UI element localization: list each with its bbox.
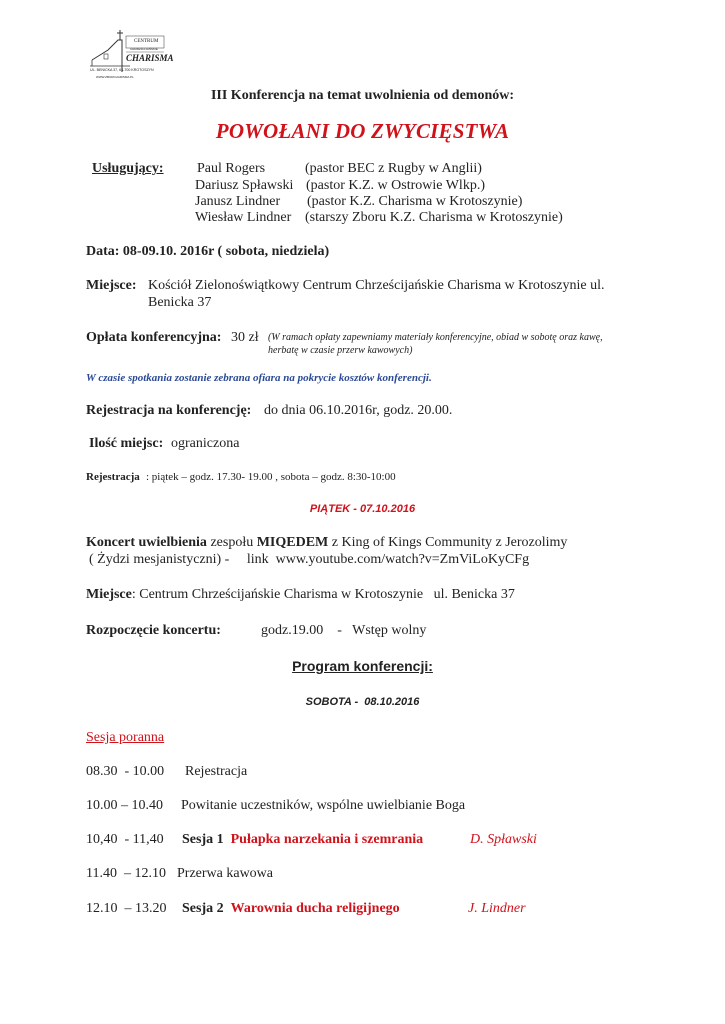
list-item: [86, 832, 423, 848]
program-text: Powitanie uczestników, wspólne uwielbianie Boga: [181, 798, 466, 813]
saturday-heading: SOBOTA - 08.10.2016: [305, 696, 420, 708]
fee-amount: 30 zł: [231, 330, 259, 345]
program-time: 12.10 – 13.20: [86, 901, 167, 916]
fee-note-2: herbatę w czasie przerw kawowych): [268, 345, 413, 356]
logo-middle-text: CHRZEŚCIJAŃSKIE: [130, 47, 158, 51]
reg-times-value: : piątek – godz. 17.30- 19.00 , sobota – godz. 8:30-10:00: [146, 471, 396, 483]
registration-label: Rejestracja na konferencję:: [86, 403, 252, 418]
concert-line-1: [86, 535, 567, 551]
concert-start-label: Rozpoczęcie koncertu:: [86, 623, 221, 638]
speaker-name: Wiesław Lindner: [195, 210, 292, 225]
program-time: 08.30 - 10.00: [86, 764, 165, 779]
fee-label: Opłata konferencyjna:: [86, 330, 222, 345]
program-session-number: Sesja 2: [182, 901, 224, 916]
conference-title: POWOŁANI DO ZWYCIĘSTWA: [215, 119, 510, 143]
list-item: [86, 764, 247, 780]
fee-note-1: (W ramach opłaty zapewniamy materiały konferencyjne, obiad w sobotę oraz kawę,: [268, 332, 603, 343]
concert-rest: z King of Kings Community z Jerozolimy: [328, 535, 568, 550]
friday-heading: PIĄTEK - 07.10.2016: [309, 503, 416, 515]
program-text: Rejestracja: [185, 764, 248, 779]
church-logo: [86, 26, 174, 86]
program-text: Przerwa kawowa: [177, 866, 274, 881]
logo-name: CHARISMA: [126, 53, 174, 63]
program-time: 10.00 – 10.40: [86, 798, 163, 813]
registration-value: do dnia 06.10.2016r, godz. 20.00.: [264, 403, 453, 418]
concert-start-value: godz.19.00 - Wstęp wolny: [261, 623, 427, 638]
seats-value: ograniczona: [171, 436, 240, 451]
speaker-name: Janusz Lindner: [195, 194, 281, 209]
logo-address: UL. BENICKA 37, 63-700 KROTOSZYN: [90, 68, 154, 72]
list-item: [86, 866, 273, 882]
program-time: 10,40 - 11,40: [86, 832, 164, 847]
speaker-role: (starszy Zboru K.Z. Charisma w Krotoszynie): [305, 210, 563, 225]
logo-web: WWW.ZBORCHARISMA.PL: [96, 75, 134, 79]
logo-top-text: CENTRUM: [134, 39, 159, 44]
place-line-2: Benicka 37: [148, 295, 212, 310]
list-item: [86, 901, 400, 917]
speaker-role: (pastor K.Z. w Ostrowie Wlkp.): [306, 178, 485, 193]
place-label: Miejsce:: [86, 278, 137, 293]
program-session-number: Sesja 1: [182, 832, 224, 847]
speaker-role: (pastor BEC z Rugby w Anglii): [305, 161, 482, 176]
offering-note: W czasie spotkania zostanie zebrana ofiara na pokrycie kosztów konferencji.: [86, 372, 432, 384]
program-speaker: J. Lindner: [468, 901, 526, 916]
speaker-name: Dariusz Spławski: [195, 178, 294, 193]
seats-label: Ilość miejsc:: [89, 436, 164, 451]
speakers-label: Usługujący:: [92, 161, 164, 176]
speaker-role: (pastor K.Z. Charisma w Krotoszynie): [307, 194, 523, 209]
program-session-title: Pułapka narzekania i szemrania: [230, 832, 424, 847]
program-session-title: Warownia ducha religijnego: [230, 901, 400, 916]
conference-heading: III Konferencja na temat uwolnienia od demonów:: [210, 88, 515, 103]
program-time: 11.40 – 12.10: [86, 866, 166, 881]
program-speaker: D. Spławski: [470, 832, 537, 847]
speaker-name: Paul Rogers: [197, 161, 266, 176]
friday-place-value: : Centrum Chrześcijańskie Charisma w Krotoszynie ul. Benicka 37: [131, 587, 515, 602]
friday-place-label: Miejsce: [86, 587, 132, 602]
band-name: MIQEDEM: [256, 535, 329, 550]
place-line-1: Kościół Zielonoświątkowy Centrum Chrześcijańskie Charisma w Krotoszynie ul.: [148, 278, 605, 293]
reg-times-label: Rejestracja: [86, 471, 140, 483]
concert-mid: zespołu: [206, 535, 257, 550]
concert-label: Koncert uwielbienia: [86, 535, 207, 550]
concert-line-2: ( Żydzi mesjanistyczni) - link www.youtube.com/watch?v=ZmViLoKyCFg: [89, 552, 530, 567]
friday-place: [86, 587, 515, 603]
program-heading: Program konferencji:: [292, 658, 433, 674]
list-item: [86, 798, 465, 814]
event-date: Data: 08-09.10. 2016r ( sobota, niedziela): [86, 244, 330, 259]
session-label: Sesja poranna: [86, 730, 165, 745]
